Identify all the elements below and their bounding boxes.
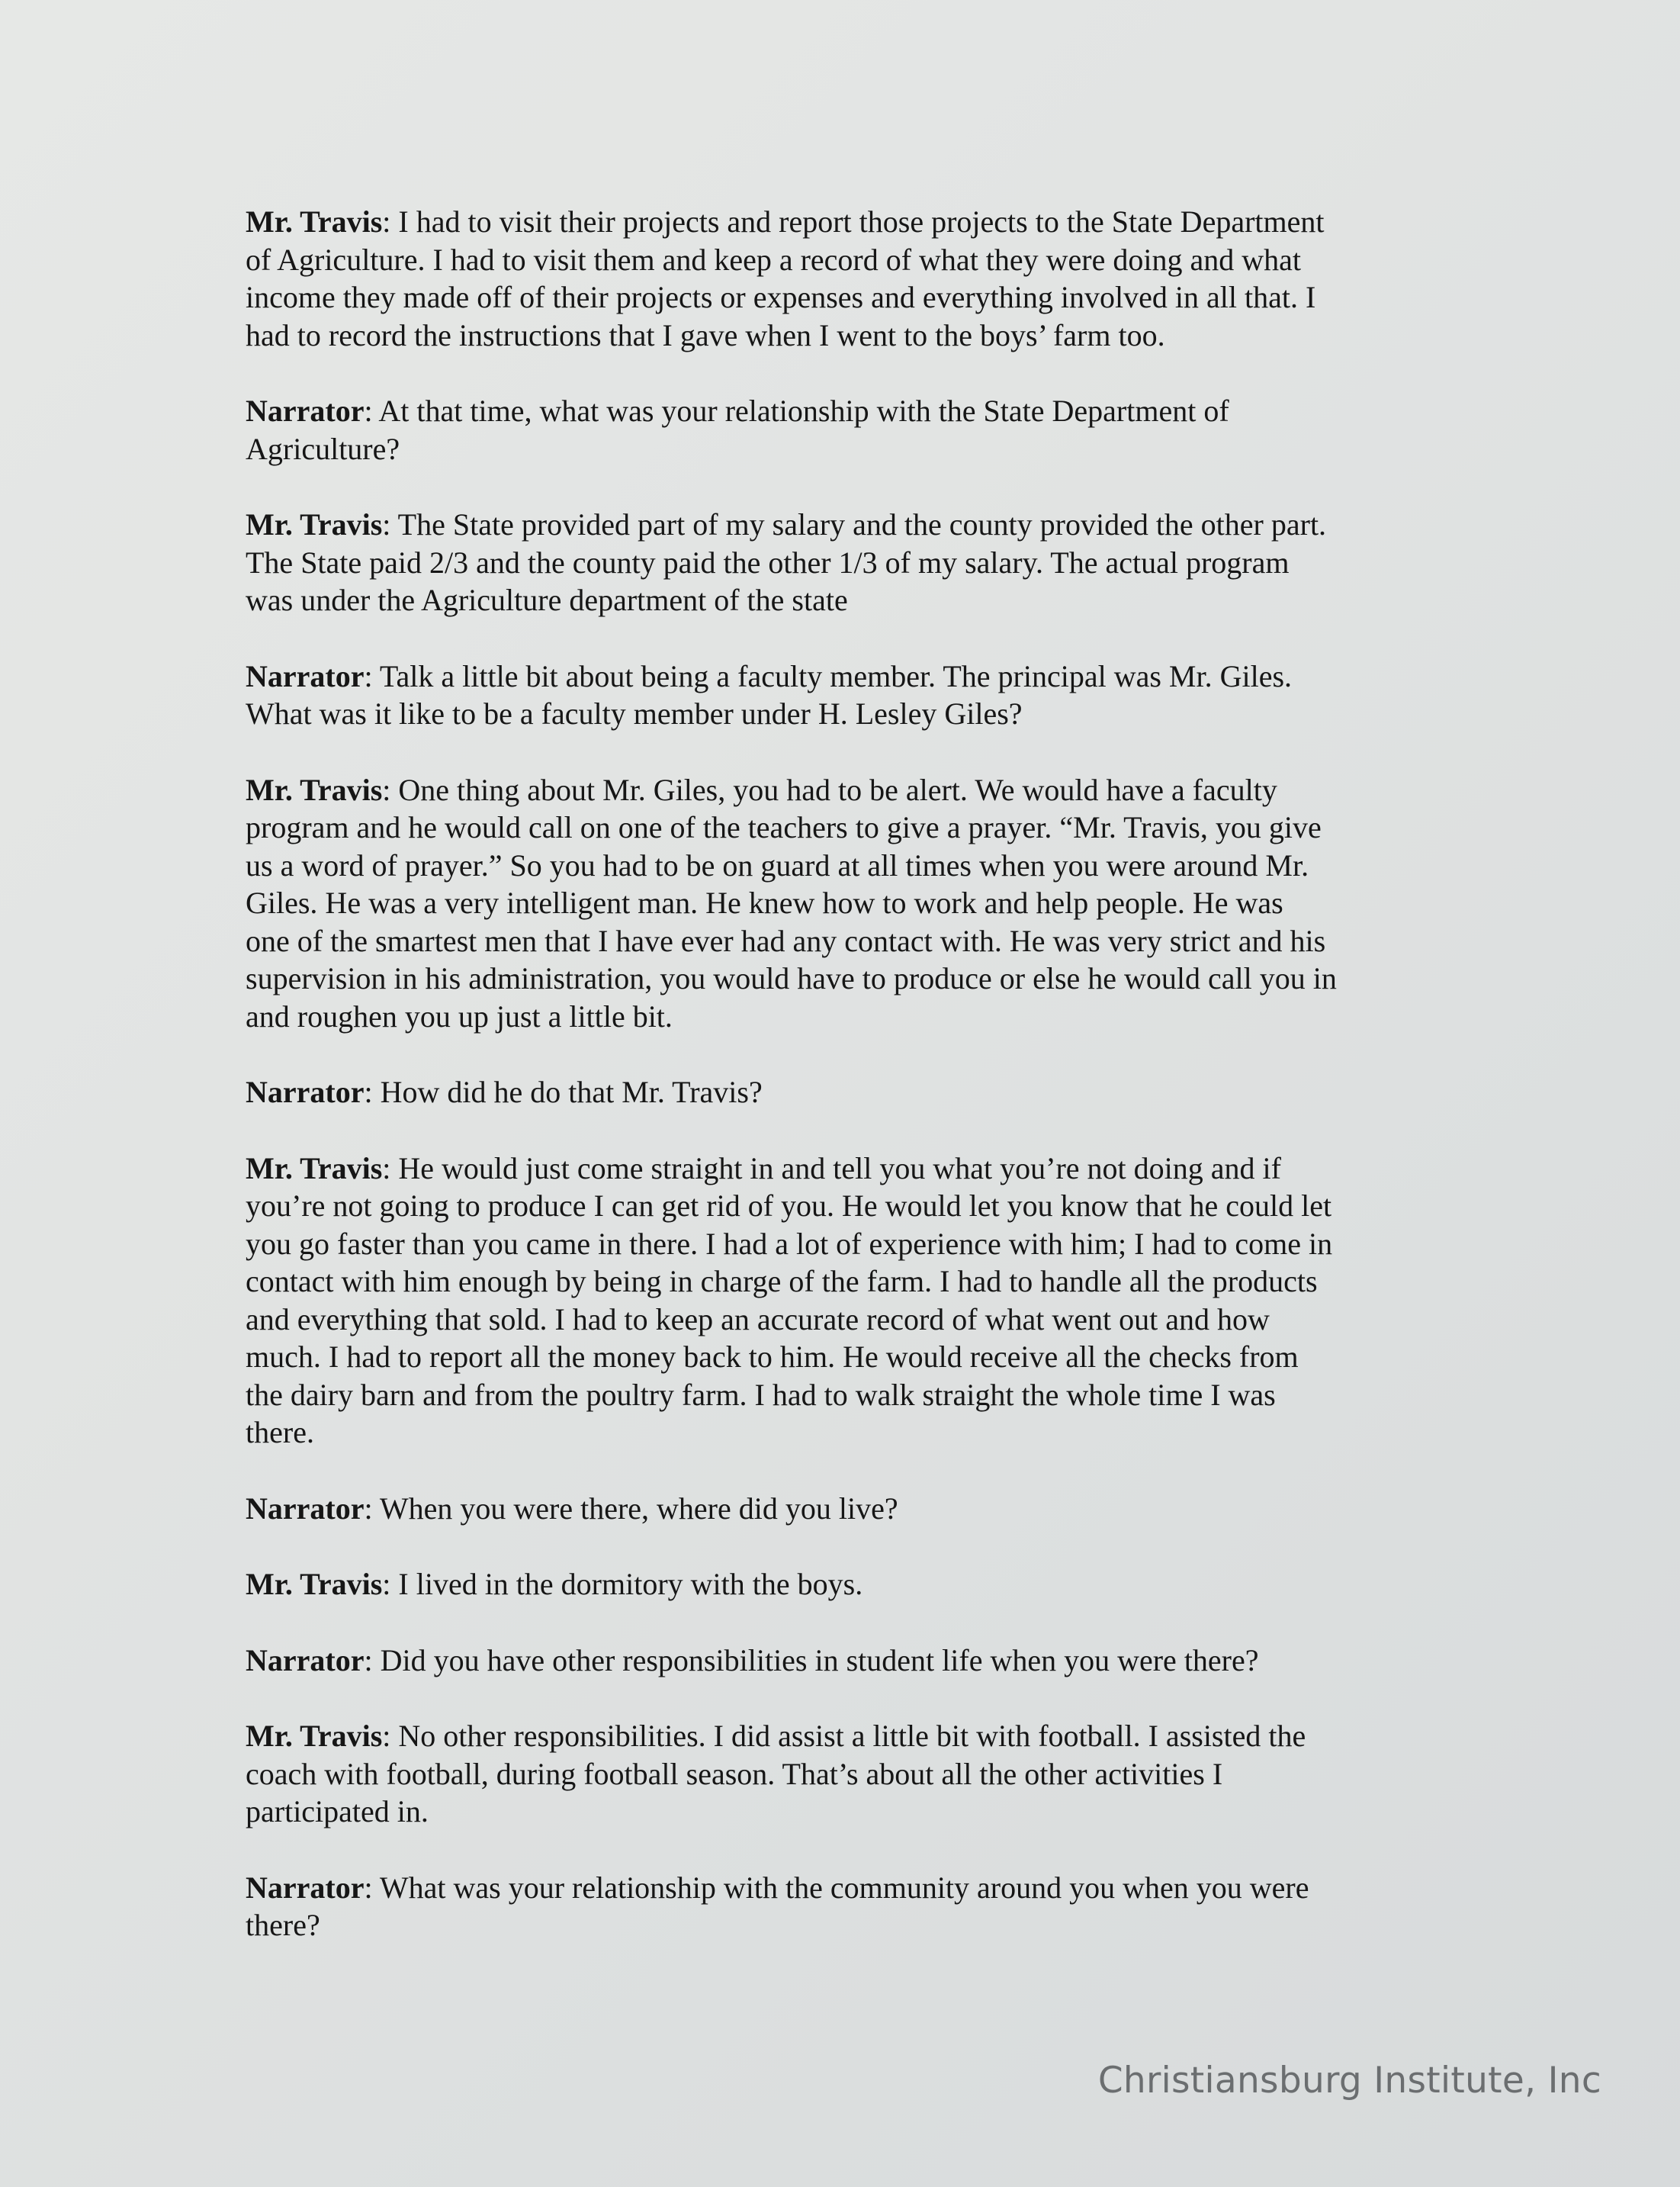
speaker-name: Mr. Travis [246,772,383,807]
entry-text: Talk a little bit about being a faculty member. The principal was Mr. Giles. What was it like to be a faculty member under H. Lesley Giles? [246,658,1293,731]
entry-text: The State provided part of my salary and the county provided the other part. The State paid 2/3 and the county paid the other 1/3 of my salary. The actual program was under the Agriculture department of the state [246,507,1327,617]
transcript-entry [246,1642,1443,1680]
speaker-separator: : [382,507,398,542]
speaker-separator: : [382,204,399,239]
speaker-name: Mr. Travis [246,204,383,239]
speaker-separator: : [364,1075,381,1109]
speaker-separator: : [364,658,380,693]
transcript-entry [246,658,1443,733]
speaker-separator: : [382,1150,399,1185]
transcript-entry [246,1565,1443,1603]
entry-text: He would just come straight in and tell you what you’re not doing and if you’re not going to produce I can get rid of you. He would let you know that he could let you go faster than you came in there. I had a lot of experience with him; I had to come in contact with him enough by being in charge of the farm. I had to handle all the products and everything that sold. I had to keep an accurate record of what went out and how much. I had to report all the money back to him. He would receive all the checks from the dairy barn and from the poultry farm. I had to walk straight the whole time I was there. [246,1150,1333,1449]
transcript-entry [246,392,1443,468]
transcript-entry [246,1717,1443,1831]
entry-text: Did you have other responsibilities in student life when you were there? [380,1642,1259,1677]
watermark-text: Christiansburg Institute, Inc [1097,2060,1601,2102]
speaker-separator: : [364,1870,380,1905]
speaker-name: Narrator [246,1491,365,1526]
speaker-name: Narrator [246,394,365,428]
entry-text: No other responsibilities. I did assist a little bit with football. I assisted the coach with football, during football season. That’s about all the other activities I participated in. [246,1719,1306,1828]
entry-text: One thing about Mr. Giles, you had to be alert. We would have a faculty program and he would call on one of the teachers to give a prayer. “Mr. Travis, you give us a word of prayer.” So you had to be on guard at all times when you were around Mr. Giles. He was a very intelligent man. He knew how to work and help people. He was one of the smartest men that I have ever had any contact with. He was very strict and his supervision in his administration, you would have to produce or else he would call you in and roughen you up just a little bit. [246,772,1337,1034]
transcript-entry [246,771,1443,1036]
transcript-entry [246,1869,1443,1944]
entry-text: How did he do that Mr. Travis? [380,1075,763,1109]
speaker-name: Narrator [246,1870,365,1905]
speaker-name: Mr. Travis [246,1719,383,1753]
entry-text: I lived in the dormitory with the boys. [398,1567,863,1601]
speaker-name: Narrator [246,1642,365,1677]
speaker-separator: : [382,772,399,807]
speaker-name: Mr. Travis [246,1150,383,1185]
transcript-entry [246,506,1443,619]
speaker-separator: : [364,1491,380,1526]
speaker-separator: : [382,1567,399,1601]
transcript-entry [246,1150,1443,1452]
speaker-separator: : [382,1719,399,1753]
transcript-entry [246,1490,1443,1528]
entry-text: I had to visit their projects and report those projects to the State Department of Agriculture. I had to visit them and keep a record of what they were doing and what income they made off of their projects or expenses and everything involved in all that. I had to record the instructions that I gave when I went to the boys’ farm too. [246,204,1325,352]
speaker-name: Narrator [246,1075,365,1109]
transcript-entry [246,1073,1443,1111]
speaker-separator: : [364,1642,381,1677]
entry-text: At that time, what was your relationship with the State Department of Agriculture? [246,394,1229,466]
transcript-page [246,203,1443,1983]
speaker-name: Narrator [246,658,365,693]
speaker-name: Mr. Travis [246,1567,383,1601]
entry-text: What was your relationship with the community around you when you were there? [246,1870,1309,1942]
speaker-name: Mr. Travis [246,507,383,542]
entry-text: When you were there, where did you live? [379,1491,898,1526]
transcript-entry [246,203,1443,354]
speaker-separator: : [364,394,379,428]
